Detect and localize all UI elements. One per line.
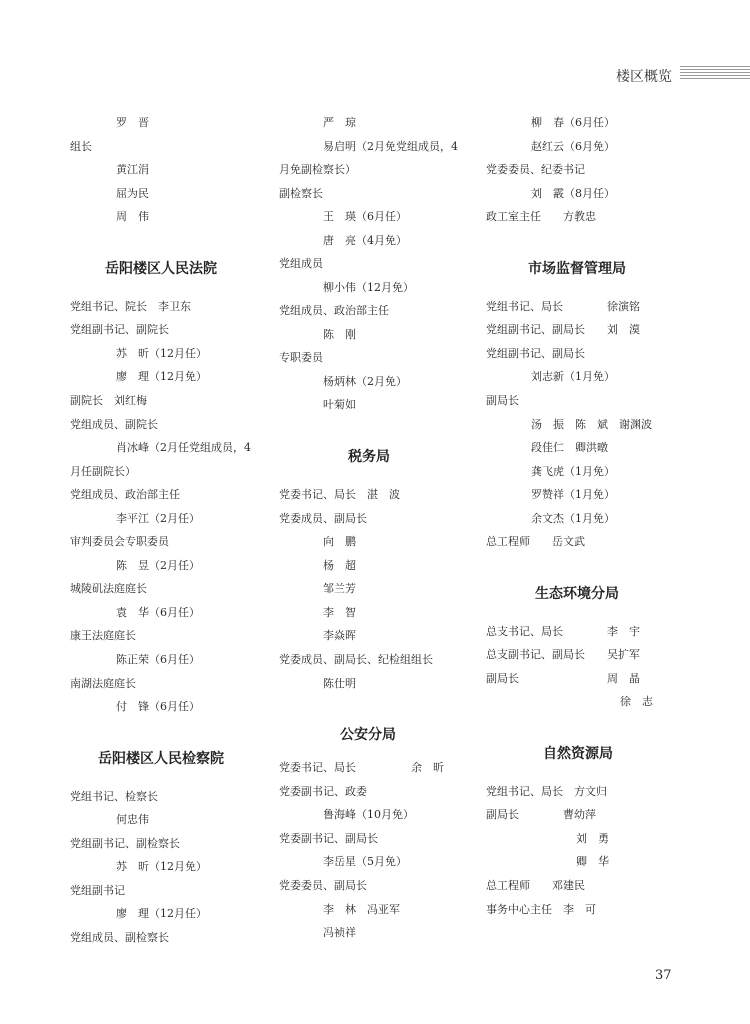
text-line: 杨 超 — [323, 559, 356, 572]
text-line: 党委副书记、副局长 — [279, 832, 378, 845]
text-line: 月任副院长） — [70, 465, 136, 478]
text-line: 李焱晖 — [323, 629, 356, 642]
text-line: 党委副书记、政委 — [279, 785, 367, 798]
text-line: 党委书记、局长 湛 波 — [279, 488, 400, 501]
text-line: 邹兰芳 — [323, 582, 356, 595]
text-line: 党组成员 — [279, 257, 323, 270]
text-line: 党委委员、纪委书记 — [486, 163, 585, 176]
text-line: 陈仕明 — [323, 677, 356, 690]
text-line: 向 鹏 — [323, 535, 356, 548]
text-line: 总支书记、局长 李 宇 — [486, 625, 640, 638]
text-line: 周 伟 — [116, 210, 149, 223]
section-title-resource: 自然资源局 — [543, 746, 613, 762]
text-line: 李 林 冯亚军 — [323, 903, 400, 916]
text-line: 杨炳林（2月免） — [323, 375, 407, 388]
text-line: 刘 霰（8月任） — [531, 187, 615, 200]
text-line: 李 智 — [323, 606, 356, 619]
text-line: 罗 晋 — [116, 116, 149, 129]
section-title-eco: 生态环境分局 — [535, 586, 619, 602]
text-line: 总工程师 岳文武 — [486, 535, 585, 548]
text-line: 党组书记、局长 徐演铭 — [486, 300, 640, 313]
text-line: 苏 昕（12月免） — [116, 860, 207, 873]
text-line: 冯祯祥 — [323, 926, 356, 939]
text-line: 余文杰（1月免） — [531, 512, 615, 525]
text-line: 党组副书记、副检察长 — [70, 837, 180, 850]
text-line: 廖 理（12月免） — [116, 370, 207, 383]
text-line: 党组书记、局长 方文归 — [486, 785, 607, 798]
section-title-procuratorate: 岳阳楼区人民检察院 — [98, 751, 224, 767]
text-line: 陈 刚 — [323, 328, 356, 341]
text-line: 总支副书记、副局长 吴扩军 — [486, 648, 640, 661]
text-line: 党委成员、副局长 — [279, 512, 367, 525]
page-number: 37 — [655, 968, 672, 983]
text-line: 城陵矶法庭庭长 — [70, 582, 147, 595]
text-line: 何忠伟 — [116, 813, 149, 826]
section-title-court: 岳阳楼区人民法院 — [105, 261, 217, 277]
text-line: 总工程师 邓建民 — [486, 879, 585, 892]
text-line: 党组成员、政治部主任 — [279, 304, 389, 317]
text-line: 副院长 刘红梅 — [70, 394, 147, 407]
text-line: 刘志新（1月免） — [531, 370, 615, 383]
text-line: 事务中心主任 李 可 — [486, 903, 596, 916]
text-line: 南湖法庭庭长 — [70, 677, 136, 690]
text-line: 袁 华（6月任） — [116, 606, 200, 619]
text-line: 副局长 曹幼萍 — [486, 808, 596, 821]
text-line: 李平江（2月任） — [116, 512, 200, 525]
text-line: 鲁海峰（10月免） — [323, 808, 414, 821]
text-line: 组长 — [70, 140, 92, 153]
text-line: 屈为民 — [116, 187, 149, 200]
text-line: 汤 振 陈 斌 谢渊波 — [531, 418, 652, 431]
text-line: 康王法庭庭长 — [70, 629, 136, 642]
text-line: 龚飞虎（1月免） — [531, 465, 615, 478]
text-line: 专职委员 — [279, 351, 323, 364]
text-line: 党委书记、局长 余 昕 — [279, 761, 444, 774]
text-line: 廖 理（12月任） — [116, 907, 207, 920]
text-line: 易启明（2月免党组成员，4 — [323, 140, 458, 153]
text-line: 党组副书记、副局长 刘 漠 — [486, 323, 640, 336]
section-title-tax: 税务局 — [348, 449, 390, 465]
text-line: 黄江涓 — [116, 163, 149, 176]
text-line: 党委委员、副局长 — [279, 879, 367, 892]
text-line: 陈正荣（6月任） — [116, 653, 200, 666]
text-line: 党组书记、院长 李卫东 — [70, 300, 191, 313]
header-decoration — [680, 66, 750, 82]
header-section-title: 楼区概览 — [616, 69, 672, 85]
text-line: 副局长 周 晶 — [486, 672, 640, 685]
text-line: 段佳仁 卿洪暾 — [531, 441, 608, 454]
text-line: 副局长 — [486, 394, 519, 407]
section-title-police: 公安分局 — [340, 727, 396, 743]
text-line: 党组成员、副检察长 — [70, 931, 169, 944]
text-line: 党组成员、副院长 — [70, 418, 158, 431]
text-line: 赵红云（6月免） — [531, 140, 615, 153]
text-line: 付 锋（6月任） — [116, 700, 200, 713]
text-line: 王 瑛（6月任） — [323, 210, 407, 223]
text-line: 唐 亮（4月免） — [323, 234, 407, 247]
text-line: 柳 春（6月任） — [531, 116, 615, 129]
text-line: 党组副书记、副院长 — [70, 323, 169, 336]
text-line: 苏 昕（12月任） — [116, 347, 207, 360]
text-line: 党组副书记 — [70, 884, 125, 897]
section-title-market: 市场监督管理局 — [528, 261, 626, 277]
text-line: 党委成员、副局长、纪检组组长 — [279, 653, 433, 666]
text-line: 党组副书记、副局长 — [486, 347, 585, 360]
text-line: 李岳星（5月免） — [323, 855, 407, 868]
text-line: 党组书记、检察长 — [70, 790, 158, 803]
text-line: 徐 志 — [620, 695, 653, 708]
text-line: 刘 勇 — [576, 832, 609, 845]
text-line: 叶菊如 — [323, 398, 356, 411]
text-line: 月免副检察长） — [279, 163, 356, 176]
text-line: 罗赞祥（1月免） — [531, 488, 615, 501]
text-line: 卿 华 — [576, 855, 609, 868]
text-line: 柳小伟（12月免） — [323, 281, 414, 294]
text-line: 政工室主任 方教忠 — [486, 210, 596, 223]
text-line: 副检察长 — [279, 187, 323, 200]
text-line: 党组成员、政治部主任 — [70, 488, 180, 501]
text-line: 严 琼 — [323, 116, 356, 129]
text-line: 审判委员会专职委员 — [70, 535, 169, 548]
text-line: 肖冰峰（2月任党组成员，4 — [116, 441, 251, 454]
text-line: 陈 昱（2月任） — [116, 559, 200, 572]
